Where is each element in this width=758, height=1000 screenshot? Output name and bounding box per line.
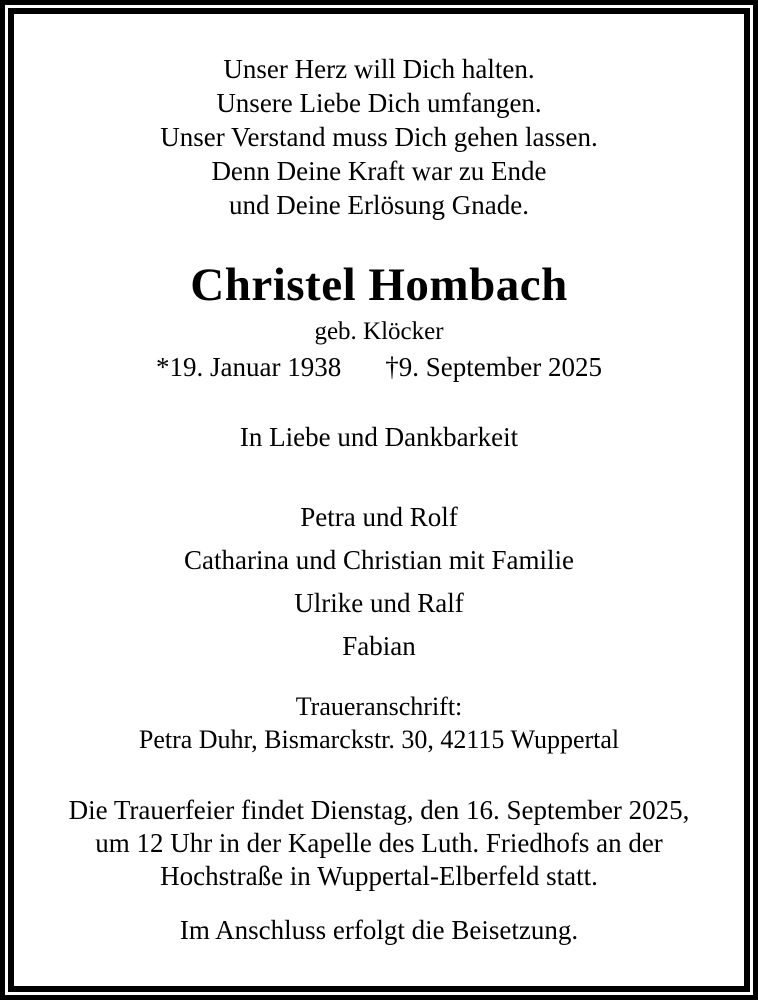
- mourning-address-line: Petra Duhr, Bismarckstr. 30, 42115 Wuppertal: [138, 725, 620, 754]
- poem-line: Unser Herz will Dich halten.: [223, 54, 535, 84]
- service-line: Die Trauerfeier findet Dienstag, den 16. September 2025,: [68, 795, 690, 825]
- mourner-name: Petra und Rolf: [300, 502, 458, 532]
- mourners-list: [14, 496, 744, 668]
- mourning-address-label: Traueranschrift:: [295, 692, 463, 721]
- funeral-service-info: [14, 794, 744, 893]
- deceased-name: Christel Hombach: [190, 259, 568, 311]
- mourner-name: Catharina und Christian mit Familie: [184, 545, 574, 575]
- service-line: Hochstraße in Wuppertal-Elberfeld statt.: [160, 861, 598, 891]
- mourner-name: Ulrike und Ralf: [294, 588, 464, 618]
- poem-line: Denn Deine Kraft war zu Ende: [211, 156, 547, 186]
- obituary-card-inner-frame: [8, 8, 750, 992]
- poem-line: und Deine Erlösung Gnade.: [229, 190, 529, 220]
- poem-line: Unsere Liebe Dich umfangen.: [216, 88, 542, 118]
- dedication-line: In Liebe und Dankbarkeit: [239, 422, 519, 452]
- poem-line: Unser Verstand muss Dich gehen lassen.: [160, 122, 598, 152]
- birth-date: *19. Januar 1938: [156, 352, 342, 382]
- maiden-name: geb. Klöcker: [314, 318, 444, 345]
- death-date: †9. September 2025: [385, 352, 602, 382]
- life-dates: [14, 351, 744, 384]
- service-line: um 12 Uhr in der Kapelle des Luth. Friedhofs an der: [95, 828, 663, 858]
- mourner-name: Fabian: [342, 631, 416, 661]
- mourning-address-block: [14, 690, 744, 756]
- poem: [14, 14, 744, 222]
- burial-note: Im Anschluss erfolgt die Beisetzung.: [179, 915, 579, 945]
